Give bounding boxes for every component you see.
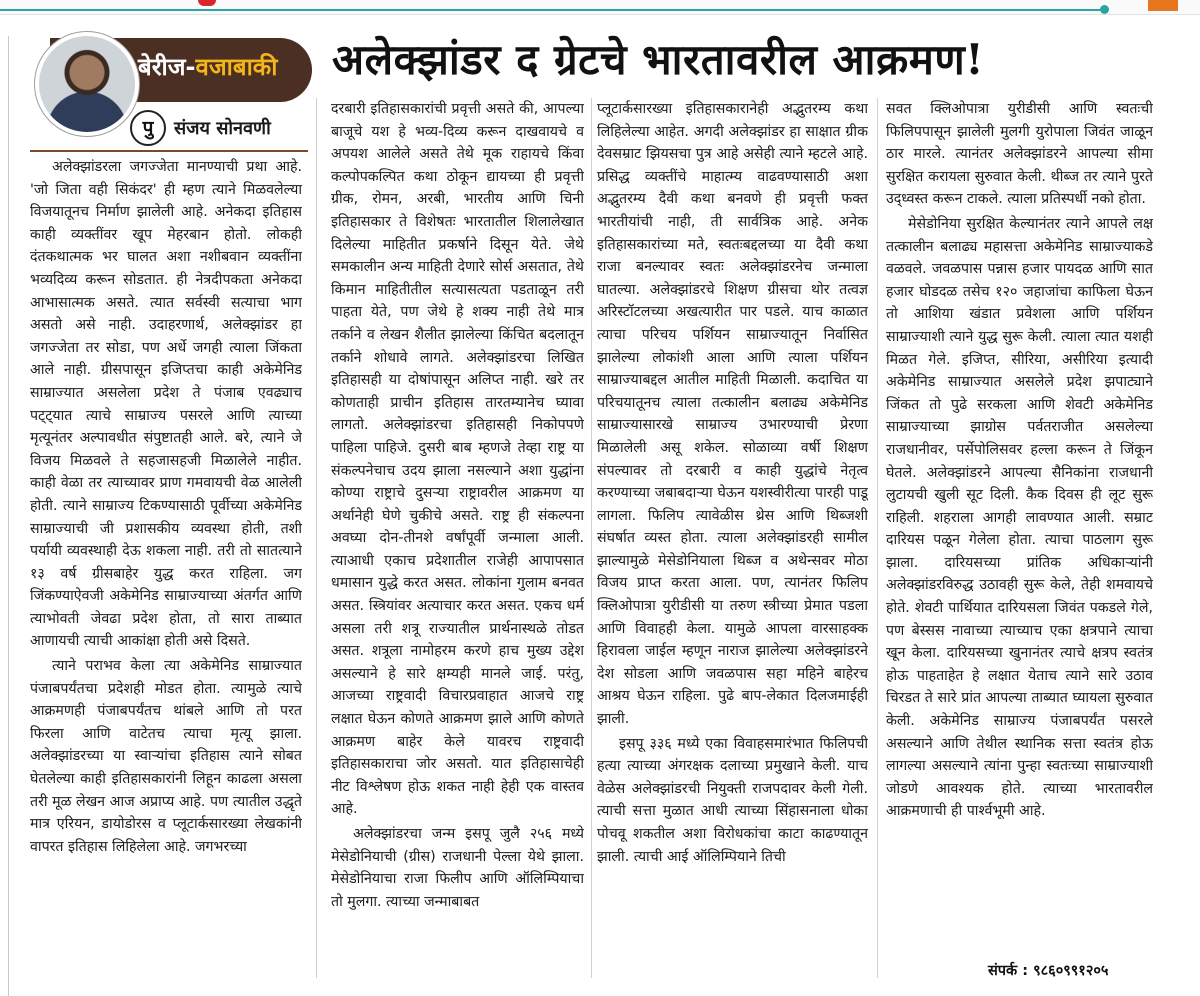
left-margin-rule <box>8 36 9 996</box>
author-photo <box>35 32 139 136</box>
top-rule-dot <box>1100 5 1109 14</box>
column-header <box>30 32 315 150</box>
series-accent: वजाबाकी <box>195 53 278 81</box>
paragraph: अलेक्झांडरला जगज्जेता मानण्याची प्रथा आहे. 'जो जिता वही सिकंदर' ही म्हण त्याने मिळवलेल्या विजयातूनच निर्माण झालेली आहे. अनेकदा इतिहास काही व्यक्तींवर खूप मेहरबान होतो. लोकही दंतकथात्मक भर घालत अशा नशीबवान व्यक्तींना भव्यदिव्य करून सोडतात. ही नेत्रदीपकता अनेकदा आभासात्मक असते. त्यात सर्वस्वी सत्याचा भाग असतो असे नाही. उदाहरणार्थ, अलेक्झांडर हा जगज्जेता तर सोडा, पण अर्धे जगही त्याला जिंकता आले नाही. ग्रीसपासून इजिप्तचा काही अकेमेनिड साम्राज्यात असलेला प्रदेश ते पंजाब एवढ्याच पट्ट्यात त्याचे साम्राज्य पसरले आणि त्याच्या मृत्यूनंतर अल्पावधीत संपुष्टातही आले. बरे, त्याने जे विजय मिळवले ते सहजासहजी मिळालेले नाहीत. काही वेळा तर त्याच्यावर प्राण गमवायची वेळ आलेली होती. त्याने साम्राज्य टिकण्यासाठी पूर्वीच्या अकेमेनिड साम्राज्याची जी प्रशासकीय व्यवस्था होती, तशी पर्यायी व्यवस्थाही देऊ शकला नाही. तरी तो सातत्याने १३ वर्ष ग्रीसबाहेर युद्ध करत राहिला. जग जिंकण्याऐवजी अकेमेनिड साम्राज्याच्या अंतर्गत आणि त्याभोवती जेवढा प्रदेश होता, तो सारा ताब्यात आणायची त्याची आकांक्षा होती असे दिसते. <box>30 159 302 650</box>
text-column-1 <box>30 156 302 986</box>
paragraph: प्लूटार्कसारख्या इतिहासकारानेही अद्भुतरम्य कथा लिहिलेल्या आहेत. अगदी अलेक्झांडर हा साक्षात ग्रीक देवसम्राट झियसचा पुत्र आहे असेही त्याने म्हटले आहे. प्रसिद्ध व्यक्तींचे माहात्म्य वाढवण्यासाठी अशा अद्भुतरम्य दैवी कथा बनवणे ही प्रवृत्ती फक्त भारतीयांची नाही, ती सार्वत्रिक आहे. अनेक इतिहासकारांच्या मते, स्वतःबद्दलच्या या दैवी कथा राजा बनल्यावर स्वतः अलेक्झांडरनेच जन्माला घातल्या. अलेक्झांडरचे शिक्षण ग्रीसचा थोर तत्वज्ञ अरिस्टॉटलच्या अखत्यारीत पार पडले. याच काळात त्याचा परिचय पर्शियन साम्राज्यातून निर्वासित झालेल्या लोकांशी आला आणि त्याला पर्शियन साम्राज्याबद्दल आतील माहिती मिळाली. कदाचित या परिचयातूनच त्याला तत्कालीन बलाढ्य अकेमेनिड साम्राज्यासारखे साम्राज्य उभारण्याची प्रेरणा मिळालेली असू शकेल. सोळाव्या वर्षी शिक्षण संपल्यावर तो दरबारी व काही युद्धांचे नेतृत्व करण्याच्या जबाबदाऱ्या घेऊन यशस्वीरीत्या पारही पाडू लागला. फिलिप त्यावेळीस थ्रेस आणि थिब्जशी संघर्षात व्यस्त होता. त्याला अलेक्झांडरही सामील झाल्यामुळे मेसेडोनियाला थिब्ज व अथेन्सवर मोठा विजय प्राप्त करता आला. पण, त्यानंतर फिलिप क्लिओपात्रा युरीडीसी या तरुण स्त्रीच्या प्रेमात पडला आणि विवाहही केला. यामुळे आपला वारसाहक्क हिरावला जाईल म्हणून नाराज झालेल्या अलेक्झांडरने देश सोडला आणि जवळपास सहा महिने बाहेरच आश्रय घेऊन राहिला. पुढे बाप-लेकात दिलजमाईही झाली. <box>597 101 868 728</box>
top-orange-tab <box>1148 0 1178 11</box>
column-divider <box>877 98 878 978</box>
column-divider <box>316 98 317 978</box>
top-rule-line <box>0 9 1105 11</box>
publication-logo: पु <box>130 110 166 146</box>
text-column-3 <box>597 98 868 986</box>
author-name: संजय सोनवणी <box>174 118 271 139</box>
paragraph: त्याने पराभव केला त्या अकेमेनिड साम्राज्यात पंजाबपर्यंतचा प्रदेशही मोडत होता. त्यामुळे त्याचे आक्रमणही पंजाबपर्यंतच थांबले आणि तो परत फिरला आणि वाटेतच त्याचा मृत्यू झाला. अलेक्झांडरच्या या स्वाऱ्यांचा इतिहास त्याने सोबत घेतलेल्या काही इतिहासकारांनी लिहून काढला असला तरी मूळ लेखन आज अप्राप्य आहे. पण त्यातील उद्धृते मात्र एरियन, डायोडोरस व प्लूटार्कसारख्या लेखकांनी वापरत इतिहास लिहिलेला आहे. जगभरच्या <box>30 658 302 855</box>
text-column-4 <box>886 98 1153 960</box>
series-title <box>138 50 277 83</box>
column-divider <box>591 98 592 978</box>
paragraph: दरबारी इतिहासकारांची प्रवृत्ती असते की, आपल्या बाजूचे यश हे भव्य-दिव्य करून दाखवायचे व अपयश आलेले असते तेथे मूक राहायचे किंवा कल्पोपकल्पित कथा ठोकून द्यायच्या ही प्रवृत्ती ग्रीक, रोमन, अरबी, भारतीय आणि चिनी इतिहासकार ते विशेषतः भारतातील शिलालेखात दिलेल्या माहितीत प्रकर्षाने दिसून येते. जेथे समकालीन अन्य माहिती देणारे सोर्स असतात, तेथे किमान माहितीतील सत्यासत्यता पडताळून तरी पाहता येते, पण जेथे हे शक्य नाही तेथे मात्र तर्काने व लेखन शैलीत झालेल्या किंचित बदलातून तर्काने शोधावे लागते. अलेक्झांडरचा लिखित इतिहासही या दोषांपासून अलिप्त नाही. खरे तर कोणताही प्राचीन इतिहास तारतम्यानेच घ्यावा लागतो. अलेक्झांडरचा इतिहासही निकोपपणे पाहिला पाहिजे. दुसरी बाब म्हणजे तेव्हा राष्ट्र या संकल्पनेचाच उदय झाला नसल्याने अशा युद्धांना कोण्या राष्ट्राचे दुसऱ्या राष्ट्रावरील आक्रमण या अर्थानेही घेणे चुकीचे असते. राष्ट्र ही संकल्पना अवघ्या दोन-तीनशे वर्षांपूर्वी जन्माला आली. त्याआधी एकाच प्रदेशातील राजेही आपापसात धमासान युद्धे करत असत. लोकांना गुलाम बनवत असत. स्त्रियांवर अत्याचार करत असत. एकच धर्म असला तरी शत्रू राज्यातील प्रार्थनास्थळे तोडत असत. शत्रूला नामोहरम करणे हाच मुख्य उद्देश असल्याने हे सारे क्षम्यही मानले जाई. परंतु, आजच्या राष्ट्रवादी विचारप्रवाहात आजचे राष्ट्र लक्षात घेऊन कोणते आक्रमण झाले आणि कोणते आक्रमण बाहेर केले यावरच राष्ट्रवादी इतिहासकाराचा जोर असतो. यात इतिहासाचेही नीट विश्लेषण होऊ शकत नाही हेही एक वास्तव आहे. <box>331 101 584 818</box>
series-prefix: बेरीज- <box>138 53 196 81</box>
paragraph: इसपू ३३६ मध्ये एका विवाहसमारंभात फिलिपची हत्या त्याच्या अंगरक्षक दलाच्या प्रमुखाने केली. याच वेळेस अलेक्झांडरची नियुक्ती राजपदावर केली गेली. त्याची सत्ता मुळात आधी त्याच्या सिंहासनाला धोका पोचवू शकतील अशा विरोधकांचा काटा काढण्यातून झाली. त्याची आई ऑलिम्पियाने तिची <box>597 735 868 865</box>
paragraph: अलेक्झांडरचा जन्म इसपू जुलै २५६ मध्ये मेसेडोनियाची (ग्रीस) राजधानी पेल्ला येथे झाला. मेसेडोनियाचा राजा फिलीप आणि ऑलिम्पियाचा तो मुलगा. त्याच्या जन्माबाबत <box>331 826 584 910</box>
column-header-rule <box>30 150 308 152</box>
headline: अलेक्झांडर द ग्रेटचे भारतावरील आक्रमण! <box>332 35 985 84</box>
contact-line: संपर्क : ९८६०९९१२०५ <box>988 963 1109 979</box>
text-column-2 <box>331 98 584 986</box>
paragraph: मेसेडोनिया सुरक्षित केल्यानंतर त्याने आपले लक्ष तत्कालीन बलाढ्य महासत्ता अकेमेनिड साम्राज्याकडे वळवले. जवळपास पन्नास हजार पायदळ आणि सात हजार घोडदळ तसेच १२० जहाजांचा काफिला घेऊन तो आशिया खंडात प्रवेशला आणि पर्शियन साम्राज्याशी त्याने युद्ध सुरू केली. त्याला त्यात यशही मिळत गेले. इजिप्त, सीरिया, असीरिया इत्यादी अकेमेनिड साम्राज्यात असलेले प्रदेश झपाट्याने जिंकत तो पुढे सरकला आणि शेवटी अकेमेनिड साम्राज्याच्या झाग्रोस पर्वतराजीत असलेल्या राजधानीवर, पर्सेपोलिसवर हल्ला करून ते जिंकून घेतले. अलेक्झांडरने आपल्या सैनिकांना राजधानी लुटायची खुली सूट दिली. कैक दिवस ही लूट सुरू राहिली. शहराला आगही लावण्यात आली. सम्राट दारियस पळून गेलेला होता. त्याचा पाठलाग सुरू झाला. दारियसच्या प्रांतिक अधिकाऱ्यांनी अलेक्झांडरविरुद्ध उठावही सुरू केले, तेही शमवायचे होते. शेवटी पार्थियात दारियसला जिवंत पकडले गेले, पण बेस्सस नावाच्या त्याच्याच एका क्षत्रपाने त्याचा खून केला. दारियसच्या खुनानंतर त्याचे क्षत्रप स्वतंत्र होऊ पाहताहेत हे लक्षात येताच त्याने सारे उठाव चिरडत ते सारे प्रांत आपल्या ताब्यात घ्यायला सुरुवात केली. अकेमेनिड साम्राज्य पंजाबपर्यंत पसरले असल्याने आणि तेथील स्थानिक सत्ता स्वतंत्र होऊ लागल्या असल्याने त्यांना पुन्हा स्वतःच्या साम्राज्याशी जोडणे आवश्यक होते. त्याच्या भारतावरील आक्रमणाची ही पार्श्वभूमी आहे. <box>886 215 1153 820</box>
top-strip <box>0 0 1200 15</box>
paragraph: सवत क्लिओपात्रा युरीडीसी आणि स्वतःची फिलिपपासून झालेली मुलगी युरोपाला जिवंत जाळून ठार मारले. त्यानंतर अलेक्झांडरने आपल्या सीमा सुरक्षित करायला सुरुवात केली. थीब्ज तर त्याने पुरते उद्ध्वस्त करून टाकले. त्याला प्रतिस्पर्धी नको होता. <box>886 101 1153 208</box>
